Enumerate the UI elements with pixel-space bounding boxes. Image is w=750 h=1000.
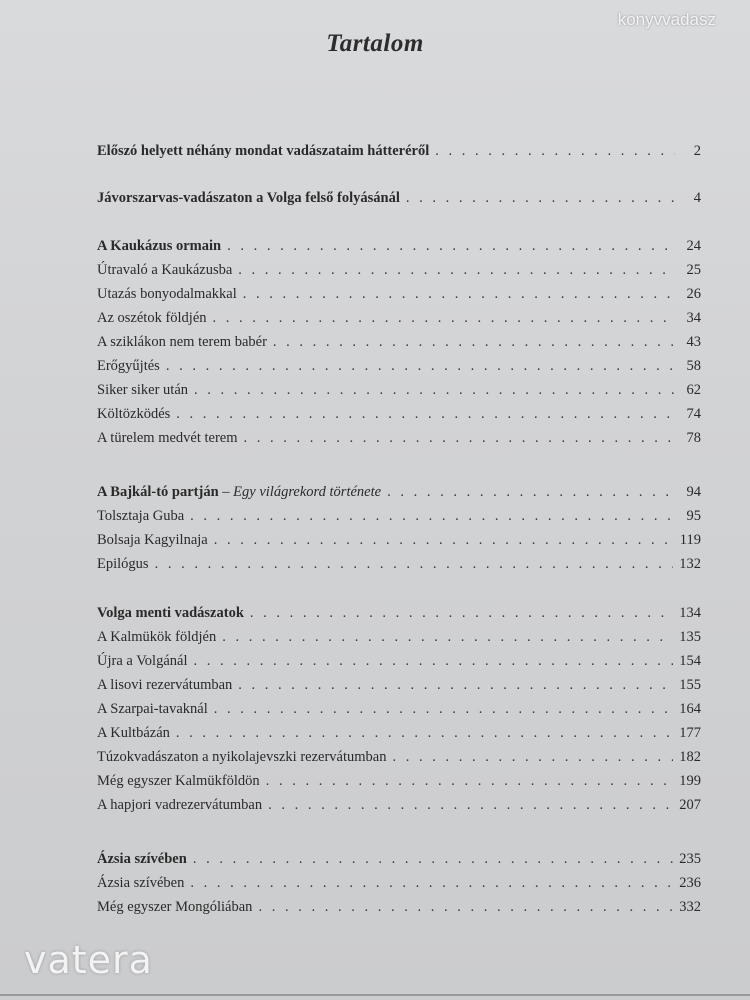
toc-dot-leader — [435, 143, 675, 160]
toc-entry-title — [97, 605, 244, 622]
toc-entry-title-text: Jávorszarvas-vadászaton a Volga felső folyásánál — [97, 190, 400, 206]
toc-page-number: 94 — [686, 484, 701, 500]
toc-entry — [97, 143, 701, 165]
toc-page-number: 207 — [679, 797, 701, 813]
toc-entry-title-text: A Szarpai-tavaknál — [97, 701, 208, 717]
toc-page-number: 164 — [679, 701, 701, 717]
toc-dot-leader — [190, 508, 675, 525]
toc-dot-leader — [387, 484, 675, 501]
toc-page-number: 26 — [686, 286, 701, 302]
toc-entry-title-text: A Bajkál-tó partján — [97, 484, 219, 500]
toc-entry-title — [97, 556, 149, 573]
toc-dot-leader — [238, 262, 675, 279]
toc-page-number: 34 — [686, 310, 701, 326]
toc-dot-leader — [266, 773, 674, 790]
toc-entry-title-text: A Kalmükök földjén — [97, 629, 217, 645]
toc-entry-title-text: A sziklákon nem terem babér — [97, 334, 267, 350]
toc-entry — [97, 430, 701, 452]
toc-entry — [97, 406, 701, 428]
toc-entry-title — [97, 382, 188, 399]
toc-entry-title-text: Erőgyűjtés — [97, 358, 160, 374]
toc-entry — [97, 556, 701, 578]
toc-dot-leader — [244, 430, 675, 447]
toc-entry — [97, 532, 701, 554]
toc-entry-title-text: A türelem medvét terem — [97, 430, 238, 446]
toc-entry — [97, 382, 701, 404]
toc-dot-leader — [194, 382, 675, 399]
page-title: Tartalom — [326, 30, 424, 57]
toc-entry — [97, 653, 701, 675]
toc-entry-title — [97, 238, 221, 255]
toc-page-number: 2 — [693, 143, 701, 159]
toc-dot-leader — [222, 629, 673, 646]
toc-entry-title — [97, 262, 232, 279]
toc-entry — [97, 190, 701, 212]
toc-entry — [97, 629, 701, 651]
toc-dot-leader — [273, 334, 675, 351]
toc-dot-leader — [213, 310, 675, 327]
toc-page-number: 24 — [686, 238, 701, 254]
toc-dot-leader — [193, 653, 673, 670]
toc-entry-title — [97, 286, 237, 303]
toc-page-number: 154 — [679, 653, 701, 669]
toc-entry-title — [97, 334, 267, 351]
toc-entry-title-text: Epilógus — [97, 556, 149, 572]
toc-dot-leader — [166, 358, 675, 375]
toc-page-number: 62 — [686, 382, 701, 398]
toc-page-number: 332 — [679, 899, 701, 915]
toc-entry — [97, 773, 701, 795]
toc-entry-title — [97, 629, 216, 646]
toc-entry — [97, 851, 701, 873]
toc-entry-title-text: Bolsaja Kagyilnaja — [97, 532, 208, 548]
toc-entry-title-text: Még egyszer Mongóliában — [97, 899, 253, 915]
toc-entry-title-text: A hapjori vadrezervátumban — [97, 797, 263, 813]
toc-entry — [97, 725, 701, 747]
toc-page-number: 74 — [686, 406, 701, 422]
toc-dot-leader — [176, 725, 673, 742]
toc-entry — [97, 358, 701, 380]
toc-entry — [97, 484, 701, 506]
toc-entry — [97, 286, 701, 308]
toc-entry-title — [97, 406, 170, 423]
toc-entry-title — [97, 484, 381, 501]
toc-page-number: 135 — [679, 629, 701, 645]
toc-entry — [97, 875, 701, 897]
toc-dot-leader — [214, 701, 674, 718]
toc-entry-title-text: Előszó helyett néhány mondat vadászataim hátteréről — [97, 143, 430, 159]
toc-dot-leader — [250, 605, 673, 622]
watermark-vatera-logo: vatera — [24, 938, 153, 982]
toc-entry-title — [97, 677, 232, 694]
toc-entry-title — [97, 797, 262, 814]
toc-dot-leader — [193, 851, 673, 868]
toc-entry-title-text: Volga menti vadászatok — [97, 605, 244, 621]
toc-dot-leader — [406, 190, 675, 207]
toc-entry-title — [97, 725, 170, 742]
toc-page-number: 58 — [686, 358, 701, 374]
toc-page-number: 134 — [679, 605, 701, 621]
toc-page-number: 236 — [679, 875, 701, 891]
toc-dot-leader — [227, 238, 675, 255]
toc-entry-title-text: Még egyszer Kalmükföldön — [97, 773, 260, 789]
toc-page-number: 119 — [679, 532, 701, 548]
toc-entry-title-text: A Kultbázán — [97, 725, 170, 741]
toc-dot-leader — [176, 406, 675, 423]
toc-dot-leader — [190, 875, 673, 892]
toc-entry-title — [97, 773, 260, 790]
toc-entry-title — [97, 430, 238, 447]
toc-entry — [97, 334, 701, 356]
toc-entry-title — [97, 701, 208, 718]
toc-entry-title-text: Az oszétok földjén — [97, 310, 207, 326]
toc-entry-title-text: A Kaukázus ormain — [97, 238, 222, 254]
toc-entry — [97, 605, 701, 627]
toc-dot-leader — [258, 899, 673, 916]
toc-entry-title-text: Tolsztaja Guba — [97, 508, 185, 524]
toc-entry-title — [97, 653, 187, 670]
toc-entry-title-text: Utazás bonyodalmakkal — [97, 286, 237, 302]
toc-entry-title — [97, 190, 400, 207]
toc-entry-title-text: Költözködés — [97, 406, 171, 422]
toc-entry-title-text: Túzokvadászaton a nyikolajevszki rezervátumban — [97, 749, 387, 765]
watermark-konyvvadasz: konyvvadasz — [617, 10, 716, 29]
toc-page-number: 155 — [679, 677, 701, 693]
toc-entry-title-text: Újra a Volgánál — [97, 653, 188, 669]
toc-entry-title — [97, 851, 187, 868]
toc-dot-leader — [214, 532, 674, 549]
toc-entry-title-text: Ázsia szívében — [97, 875, 185, 891]
toc-entry-title — [97, 532, 208, 549]
toc-entry-title — [97, 143, 429, 160]
toc-entry-title — [97, 749, 386, 766]
toc-page-number: 182 — [679, 749, 701, 765]
toc-entry — [97, 749, 701, 771]
toc-entry — [97, 508, 701, 530]
toc-dot-leader — [392, 749, 673, 766]
toc-page-number: 199 — [679, 773, 701, 789]
toc-dot-leader — [243, 286, 675, 303]
toc-entry-title-text: A lisovi rezervátumban — [97, 677, 233, 693]
toc-page-number: 132 — [679, 556, 701, 572]
toc-entry — [97, 797, 701, 819]
toc-dot-leader — [268, 797, 673, 814]
toc-entry-title — [97, 508, 184, 525]
toc-entry-title-text: Siker siker után — [97, 382, 189, 398]
toc-dot-leader — [155, 556, 674, 573]
toc-entry-title — [97, 875, 184, 892]
toc-dot-leader — [238, 677, 673, 694]
toc-page-number: 43 — [686, 334, 701, 350]
toc-page-number: 25 — [686, 262, 701, 278]
toc-entry — [97, 701, 701, 723]
toc-entry — [97, 899, 701, 921]
toc-entry — [97, 677, 701, 699]
toc-entry-title-text: Útravaló a Kaukázusba — [97, 262, 233, 278]
toc-entry-title-text: Ázsia szívében — [97, 851, 187, 867]
page-bottom-edge — [0, 994, 750, 996]
toc-page-number: 177 — [679, 725, 701, 741]
toc-entry — [97, 310, 701, 332]
toc-entry-title — [97, 899, 252, 916]
toc-entry — [97, 262, 701, 284]
toc-entry-title — [97, 358, 160, 375]
toc-entry — [97, 238, 701, 260]
toc-page-number: 78 — [686, 430, 701, 446]
toc-page-number: 95 — [686, 508, 701, 524]
toc-entry-title — [97, 310, 207, 327]
toc-entry-subtitle: – Egy világrekord története — [218, 484, 382, 500]
toc-page-number: 235 — [679, 851, 701, 867]
toc-page-number: 4 — [693, 190, 701, 206]
